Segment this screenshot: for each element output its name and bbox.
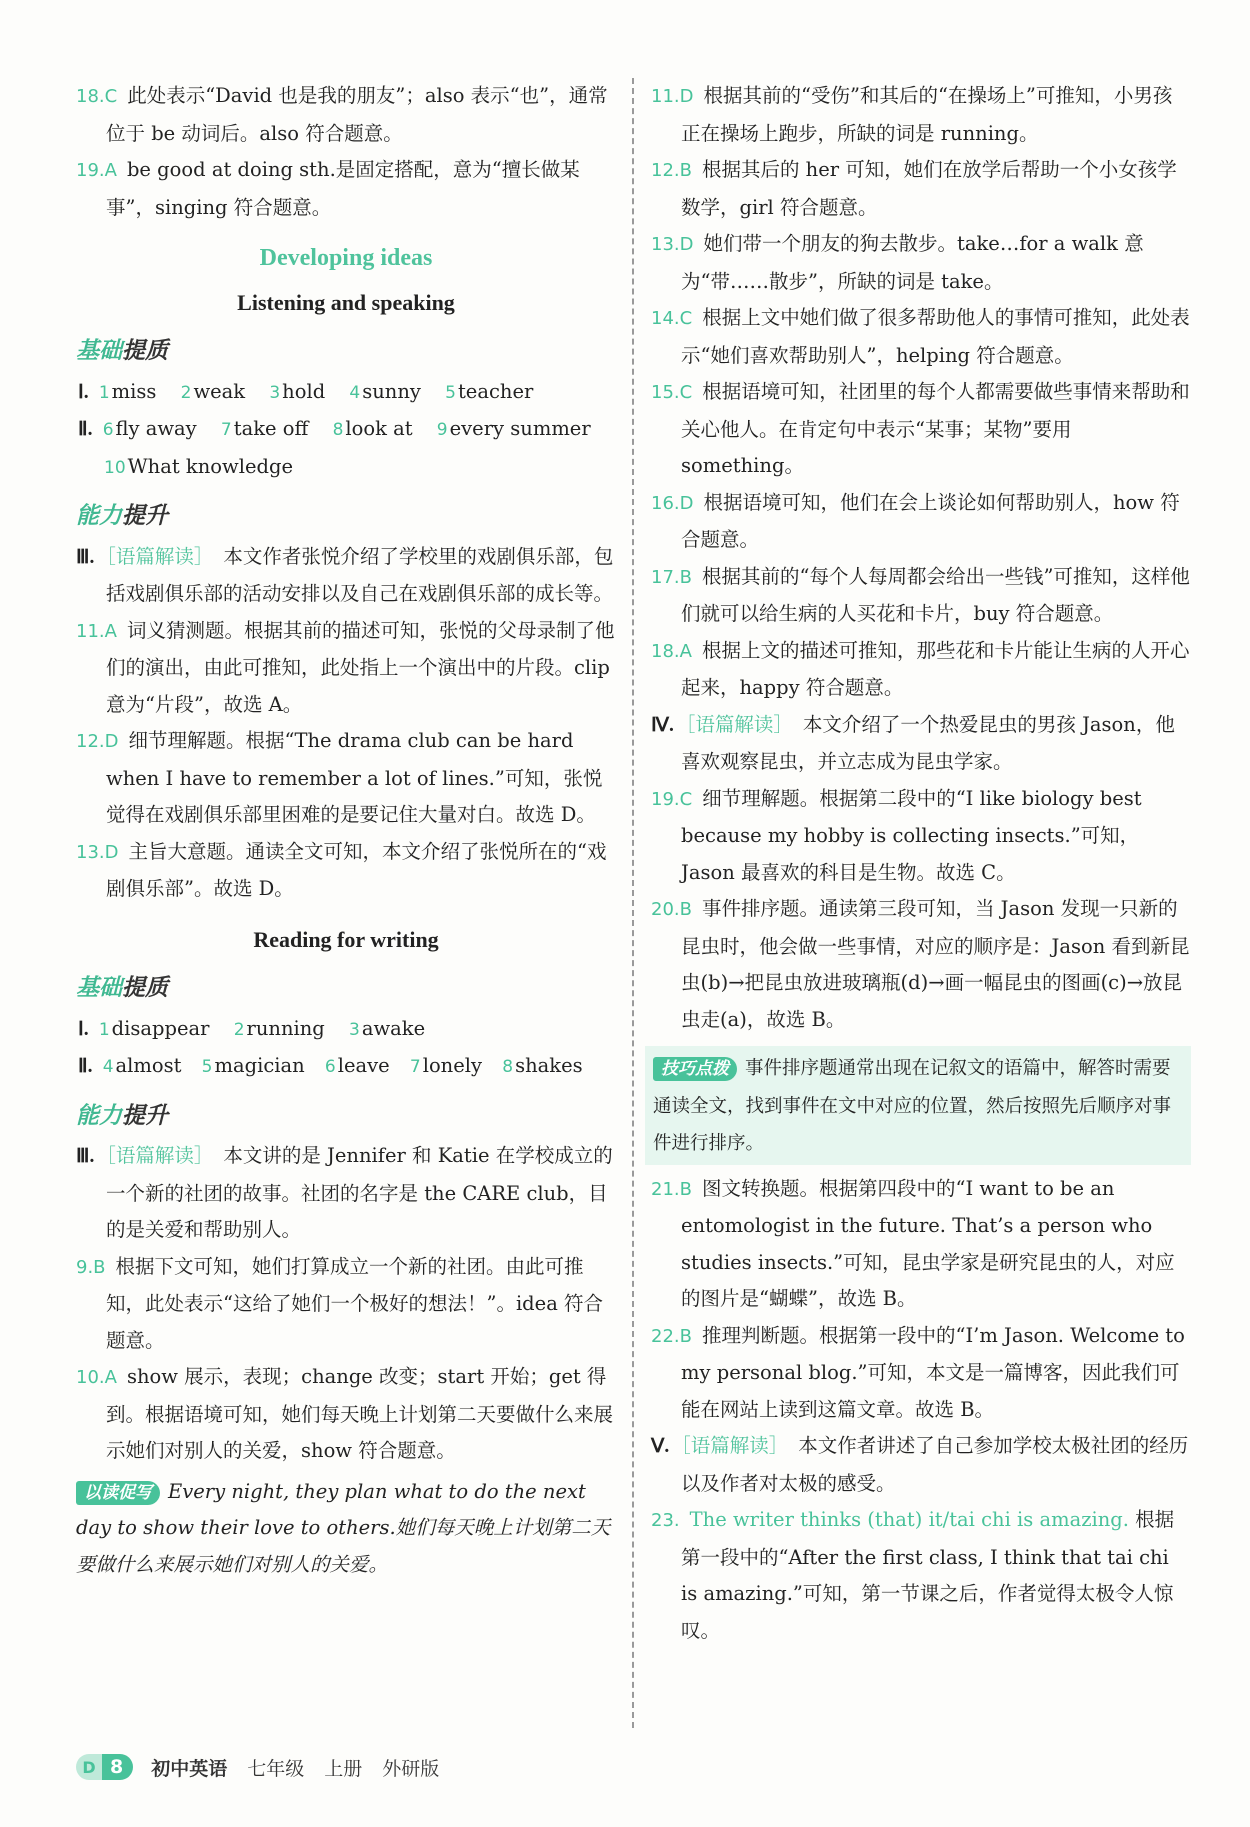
- answer-row: Ⅰ. 1 disappear 2 running 3 awake: [78, 1016, 426, 1040]
- passage-summary: Ⅴ. ［语篇解读］ 本文作者讲述了自己参加学校太极社团的经历以及作者对太极的感受。: [651, 1434, 1189, 1495]
- subsection-title: Reading for writing: [253, 926, 439, 952]
- category-heading: 基础提质: [76, 975, 168, 1001]
- question-number: 18.C: [76, 86, 118, 107]
- question-number: 19.A: [76, 160, 117, 181]
- tip-badge: 技巧点拨: [653, 1057, 737, 1081]
- grade-label: 七年级: [247, 1757, 305, 1780]
- answer-item: 17.B 根据其前的“每个人每周都会给出一些钱”可推知，这样他们就可以给生病的人买花和卡片，buy 符合题意。: [651, 564, 1190, 625]
- answer-item: 13.D 她们带一个朋友的狗去散步。take…for a walk 意为“带……散步”，所缺的词是 take。: [651, 232, 1144, 293]
- answer-item: 12.D 细节理解题。根据“The drama club can be hard when I have to remember a lot of lines.”可知，张悦觉得在戏剧俱乐部里困难的是要记住大量对白。故选 D。: [76, 729, 603, 826]
- answer-item: [76, 152, 616, 226]
- answer-item: 9.B 根据下文可知，她们打算成立一个新的社团。由此可推知，此处表示“这给了她们一个极好的想法！”。idea 符合题意。: [76, 1254, 604, 1352]
- subject-label: 初中英语: [151, 1757, 228, 1780]
- section-title: Developing ideas: [259, 245, 433, 271]
- answer-row: Ⅱ. 6 fly away 7 take off 8 look at 9 every summer: [78, 417, 591, 440]
- answer-row: Ⅱ. 4 almost 5 magician 6 leave 7 lonely 8 shakes: [78, 1054, 583, 1077]
- answer-item: 14.C 根据上文中她们做了很多帮助他人的事情可推知，此处表示“她们喜欢帮助别人”，helping 符合题意。: [651, 306, 1190, 367]
- tip-box: 技巧点拨 事件排序题通常出现在记叙文的语篇中，解答时需要通读全文，找到事件在文中对应的位置，然后按照先后顺序对事件进行排序。: [645, 1046, 1191, 1165]
- volume-label: 上册: [324, 1757, 363, 1780]
- category-heading: 基础提质: [76, 338, 168, 364]
- page-number: 8: [102, 1754, 133, 1780]
- answer-item: 23. The writer thinks (that) it/tai chi is amazing. 根据第一段中的“After the first class, I think that tai chi is amazing.”可知，第一节课之后，作者觉得太极令人惊叹。: [651, 1508, 1175, 1642]
- edition-label: 外研版: [382, 1757, 440, 1780]
- page-number-badge: D 8: [76, 1754, 133, 1780]
- page-footer: [76, 1752, 459, 1782]
- answer-item: 11.A 词义猜测题。根据其前的描述可知，张悦的父母录制了他们的演出，由此可推知，此处指上一个演出中的片段。clip 意为“片段”，故选 A。: [76, 618, 615, 716]
- left-column: [76, 78, 616, 1583]
- answer-item: [76, 78, 616, 152]
- explanation-text: 此处表示“David 也是我的朋友”；also 表示“也”，通常位于 be 动词后。also 符合题意。: [106, 84, 608, 145]
- answer-item: 12.B 根据其后的 her 可知，她们在放学后帮助一个小女孩学数学，girl 符合题意。: [651, 158, 1177, 219]
- answer-item: 20.B 事件排序题。通读第三段可知，当 Jason 发现一只新的昆虫时，他会做一些事情，对应的顺序是：Jason 看到新昆虫(b)→把昆虫放进玻璃瓶(d)→画一幅昆虫的图画(c)→放昆虫走(a)，故选 B。: [651, 897, 1190, 1031]
- answer-item: 22.B 推理判断题。根据第一段中的“I’m Jason. Welcome to my personal blog.”可知，本文是一篇博客，因此我们可能在网站上读到这篇文章。故选 B。: [651, 1323, 1185, 1421]
- explanation-text: be good at doing sth.是固定搭配，意为“擅长做某事”，singing 符合题意。: [106, 158, 580, 219]
- answer-row: Ⅰ. 1 miss 2 weak 3 hold 4 sunny 5 teacher: [78, 379, 534, 403]
- read-to-write-note: 以读促写 Every night, they plan what to do the next day to show their love to others.她们每天晚上计划第二天要做什么来展示她们对别人的关爱。: [76, 1479, 611, 1576]
- answer-item: 15.C 根据语境可知，社团里的每个人都需要做些事情来帮助和关心他人。在肯定句中表示“某事；某物”要用 something。: [651, 380, 1190, 477]
- answer-item: 19.C 细节理解题。根据第二段中的“I like biology best because my hobby is collecting insects.”可知，Jason 最喜欢的科目是生物。故选 C。: [651, 786, 1142, 884]
- passage-summary: Ⅲ. ［语篇解读］ 本文作者张悦介绍了学校里的戏剧俱乐部，包括戏剧俱乐部的活动安排以及自己在戏剧俱乐部的成长等。: [76, 544, 614, 605]
- answer-item: 18.A 根据上文的描述可推知，那些花和卡片能让生病的人开心起来，happy 符合题意。: [651, 638, 1190, 699]
- right-column: [651, 78, 1191, 1649]
- passage-summary: Ⅳ. ［语篇解读］ 本文介绍了一个热爱昆虫的男孩 Jason，他喜欢观察昆虫，并立志成为昆虫学家。: [651, 712, 1175, 773]
- answer-item: 16.D 根据语境可知，他们在会上谈论如何帮助别人，how 符合题意。: [651, 490, 1180, 551]
- model-answer: The writer thinks (that) it/tai chi is amazing.: [689, 1508, 1129, 1531]
- column-divider: [632, 78, 634, 1728]
- answer-item: 11.D 根据其前的“受伤”和其后的“在操场上”可推知，小男孩正在操场上跑步，所缺的词是 running。: [651, 84, 1173, 145]
- category-heading: 能力提升: [76, 503, 168, 529]
- subsection-title: Listening and speaking: [237, 289, 455, 315]
- answer-item: 10.A show 展示，表现；change 改变；start 开始；get 得到。根据语境可知，她们每天晚上计划第二天要做什么来展示她们对别人的关爱，show 符合题意。: [76, 1365, 614, 1462]
- read-to-write-badge: 以读促写: [76, 1481, 160, 1505]
- passage-summary: Ⅲ. ［语篇解读］ 本文讲的是 Jennifer 和 Katie 在学校成立的一个新的社团的故事。社团的名字是 the CARE club，目的是关爱和帮助别人。: [76, 1144, 613, 1241]
- answer-row: 10 What knowledge: [104, 454, 293, 478]
- answer-item: 21.B 图文转换题。根据第四段中的“I want to be an entomologist in the future. That’s a person who studies insects.”可知，昆虫学家是研究昆虫的人，对应的图片是“蝴蝶”，故选 B。: [651, 1176, 1175, 1310]
- category-heading: 能力提升: [76, 1102, 168, 1129]
- answer-item: 13.D 主旨大意题。通读全文可知，本文介绍了张悦所在的“戏剧俱乐部”。故选 D。: [76, 839, 607, 900]
